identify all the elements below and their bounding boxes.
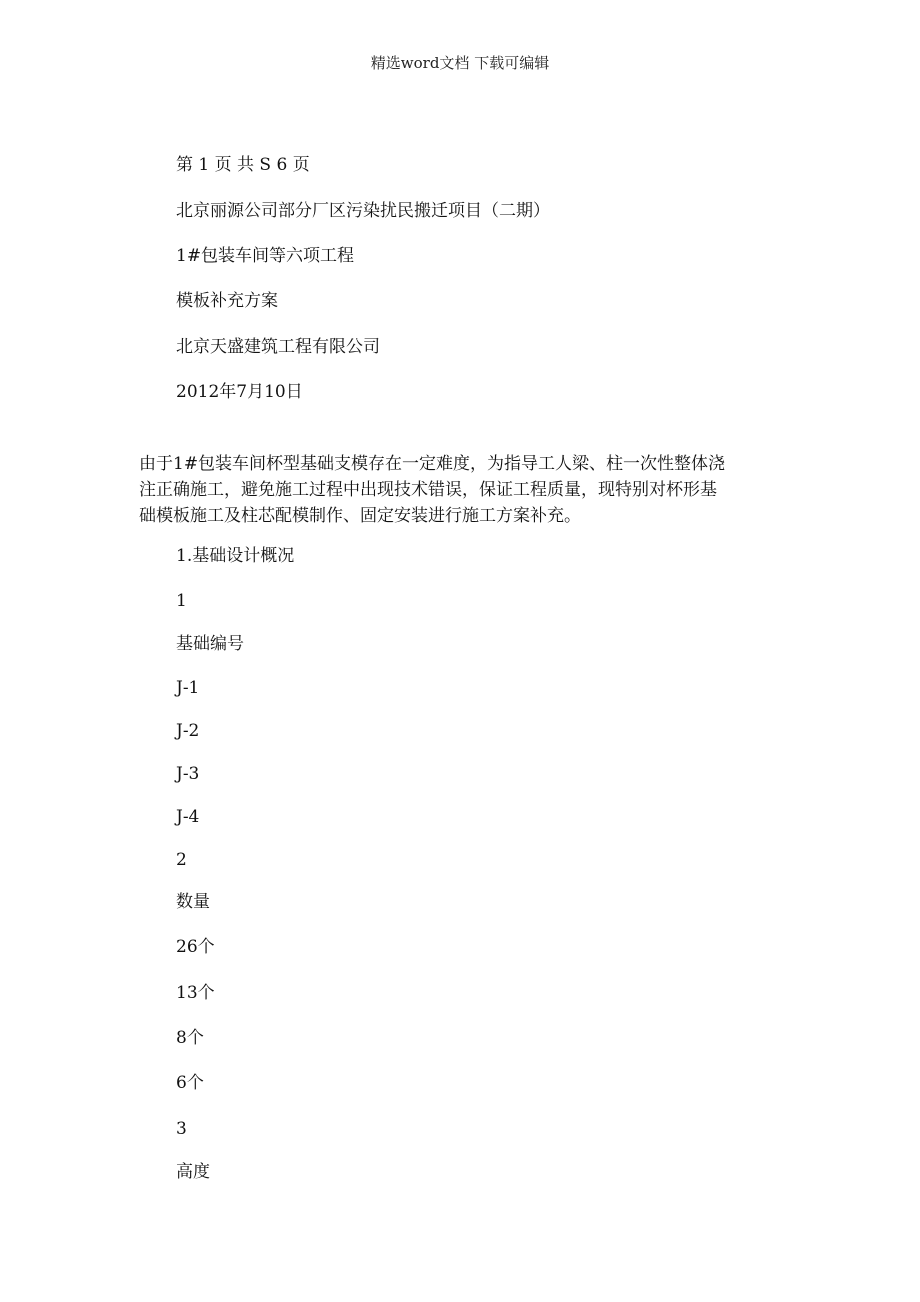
table-cell: 数量 — [176, 892, 210, 912]
section-heading: 1.基础设计概况 — [176, 546, 295, 566]
page-header: 精选word文档 下载可编辑 — [370, 54, 550, 72]
table-cell: 2 — [176, 850, 187, 870]
intro-line: 由于1#包装车间杯型基础支模存在一定难度，为指导工人梁、柱一次性整体浇 — [139, 454, 726, 474]
table-cell: 13个 — [176, 983, 215, 1003]
company-name: 北京天盛建筑工程有限公司 — [176, 337, 380, 357]
project-title: 北京丽源公司部分厂区污染扰民搬迁项目（二期） — [176, 201, 550, 221]
table-cell: J-3 — [176, 764, 200, 784]
intro-line: 注正确施工，避免施工过程中出现技术错误，保证工程质量，现特别对杯形基 — [139, 480, 717, 500]
page-number-info: 第 1 页 共 S 6 页 — [176, 155, 310, 175]
table-cell: 基础编号 — [176, 634, 244, 654]
document-date: 2012年7月10日 — [176, 382, 303, 402]
document-name: 模板补充方案 — [176, 291, 278, 311]
table-cell: 1 — [176, 591, 187, 611]
project-subtitle: 1#包装车间等六项工程 — [176, 246, 355, 266]
table-cell: 6个 — [176, 1073, 204, 1093]
table-cell: 高度 — [176, 1162, 210, 1182]
intro-paragraph — [139, 451, 779, 529]
table-cell: J-1 — [176, 678, 200, 698]
table-cell: 26个 — [176, 937, 215, 957]
table-cell: J-2 — [176, 721, 200, 741]
table-cell: 8个 — [176, 1028, 204, 1048]
table-cell: J-4 — [176, 807, 200, 827]
table-cell: 3 — [176, 1119, 187, 1139]
intro-line: 础模板施工及柱芯配模制作、固定安装进行施工方案补充。 — [139, 506, 581, 526]
